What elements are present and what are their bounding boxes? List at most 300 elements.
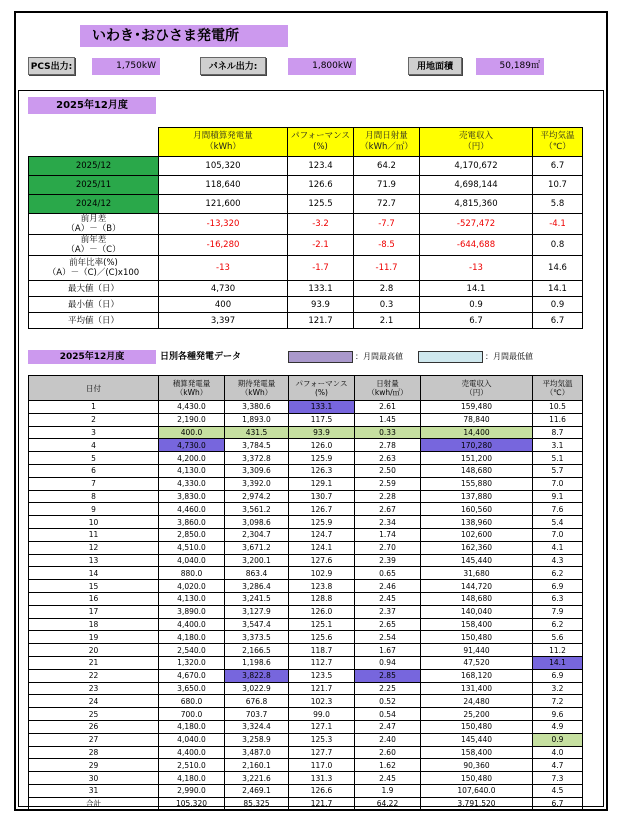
daily-cell: 91,440 — [421, 644, 533, 657]
daily-cell: 145,440 — [421, 733, 533, 746]
daily-cell: 102.3 — [289, 695, 355, 708]
daily-cell: 4.0 — [533, 746, 583, 759]
daily-cell: 1,198.6 — [225, 656, 289, 669]
daily-row — [29, 567, 583, 580]
daily-cell: 2.37 — [355, 605, 421, 618]
daily-cell: 2,469.1 — [225, 784, 289, 797]
daily-total-cell: 合計 — [29, 797, 159, 810]
daily-row — [29, 528, 583, 541]
summary-cell: 0.3 — [354, 297, 420, 313]
daily-cell: 3,372.8 — [225, 452, 289, 465]
daily-date-cell: 28 — [29, 746, 159, 759]
daily-cell: 3,671.2 — [225, 541, 289, 554]
summary-cell: 0.8 — [533, 235, 583, 256]
daily-cell: 2,990.0 — [159, 784, 225, 797]
daily-date-cell: 21 — [29, 656, 159, 669]
summary-cell: 4,815,360 — [420, 195, 533, 214]
summary-cell: 14.1 — [420, 281, 533, 297]
plant-title: いわき･おひさま発電所 — [80, 25, 288, 47]
daily-cell: 6.9 — [533, 580, 583, 593]
daily-cell: 126.6 — [289, 784, 355, 797]
daily-row — [29, 682, 583, 695]
daily-cell: 131.3 — [289, 772, 355, 785]
daily-cell: 9.6 — [533, 708, 583, 721]
daily-cell: 78,840 — [421, 413, 533, 426]
summary-cell: 121.7 — [288, 313, 354, 329]
land-area-value: 50,189㎡ — [476, 58, 544, 75]
daily-cell: 2.39 — [355, 554, 421, 567]
daily-total-cell: 6.7 — [533, 797, 583, 810]
daily-row — [29, 439, 583, 452]
summary-cell: 71.9 — [354, 176, 420, 195]
daily-cell: 3,241.5 — [225, 592, 289, 605]
daily-cell: 5.6 — [533, 631, 583, 644]
daily-cell: 0.65 — [355, 567, 421, 580]
daily-date-cell: 14 — [29, 567, 159, 580]
daily-cell: 158,400 — [421, 618, 533, 631]
daily-cell: 3,200.1 — [225, 554, 289, 567]
daily-row — [29, 490, 583, 503]
daily-cell: 3.2 — [533, 682, 583, 695]
daily-cell: 2.47 — [355, 720, 421, 733]
daily-cell: 168,120 — [421, 669, 533, 682]
summary-cell: 2.1 — [354, 313, 420, 329]
summary-row-label: 前年比率(%) （A）－（C)／(C)x100 — [29, 256, 159, 281]
summary-row — [29, 297, 583, 313]
daily-date-cell: 30 — [29, 772, 159, 785]
legend-min-label: ：月間最低値 — [485, 352, 533, 361]
summary-cell: 4,698,144 — [420, 176, 533, 195]
daily-cell: 127.7 — [289, 746, 355, 759]
daily-row — [29, 708, 583, 721]
daily-cell: 2,540.0 — [159, 644, 225, 657]
daily-row — [29, 605, 583, 618]
daily-cell: 14.1 — [533, 656, 583, 669]
daily-cell: 703.7 — [225, 708, 289, 721]
daily-cell: 4,430.0 — [159, 401, 225, 414]
daily-cell: 125.9 — [289, 516, 355, 529]
daily-date-cell: 24 — [29, 695, 159, 708]
panel-output-value: 1,800kW — [288, 58, 356, 75]
daily-cell: 127.6 — [289, 554, 355, 567]
daily-cell: 4,130.0 — [159, 592, 225, 605]
daily-date-cell: 25 — [29, 708, 159, 721]
summary-cell: -13 — [420, 256, 533, 281]
summary-cell: -16,280 — [159, 235, 288, 256]
daily-cell: 3,830.0 — [159, 490, 225, 503]
daily-cell: 3,380.6 — [225, 401, 289, 414]
daily-cell: 145,440 — [421, 554, 533, 567]
daily-row — [29, 631, 583, 644]
summary-cell: 6.7 — [533, 313, 583, 329]
daily-row — [29, 784, 583, 797]
daily-row — [29, 695, 583, 708]
daily-cell: 0.54 — [355, 708, 421, 721]
daily-date-cell: 20 — [29, 644, 159, 657]
summary-cell: 118,640 — [159, 176, 288, 195]
summary-cell: 3,397 — [159, 313, 288, 329]
daily-date-cell: 10 — [29, 516, 159, 529]
summary-cell: 121,600 — [159, 195, 288, 214]
daily-cell: 2.59 — [355, 477, 421, 490]
daily-total-cell: 121.7 — [289, 797, 355, 810]
daily-cell: 2.65 — [355, 618, 421, 631]
daily-cell: 150,480 — [421, 720, 533, 733]
daily-cell: 126.3 — [289, 464, 355, 477]
daily-total-cell: 105,320 — [159, 797, 225, 810]
daily-date-cell: 5 — [29, 452, 159, 465]
daily-header-cell: パフォーマンス (%) — [289, 376, 355, 401]
daily-cell: 102.9 — [289, 567, 355, 580]
summary-cell: -3.2 — [288, 214, 354, 235]
summary-cell: -2.1 — [288, 235, 354, 256]
daily-cell: 2,190.0 — [159, 413, 225, 426]
daily-cell: 3,487.0 — [225, 746, 289, 759]
daily-cell: 4,510.0 — [159, 541, 225, 554]
daily-cell: 130.7 — [289, 490, 355, 503]
daily-row — [29, 477, 583, 490]
daily-row — [29, 554, 583, 567]
daily-cell: 2,166.5 — [225, 644, 289, 657]
daily-date-cell: 26 — [29, 720, 159, 733]
daily-cell: 129.1 — [289, 477, 355, 490]
daily-cell: 0.94 — [355, 656, 421, 669]
summary-cell: 14.1 — [533, 281, 583, 297]
daily-cell: 7.0 — [533, 477, 583, 490]
daily-cell: 1.62 — [355, 759, 421, 772]
daily-cell: 2.78 — [355, 439, 421, 452]
daily-cell: 3,309.6 — [225, 464, 289, 477]
daily-cell: 131,400 — [421, 682, 533, 695]
daily-cell: 124.1 — [289, 541, 355, 554]
daily-cell: 1,893.0 — [225, 413, 289, 426]
summary-cell: 72.7 — [354, 195, 420, 214]
daily-cell: 125.3 — [289, 733, 355, 746]
daily-cell: 8.7 — [533, 426, 583, 439]
daily-row — [29, 746, 583, 759]
daily-cell: 9.1 — [533, 490, 583, 503]
daily-cell: 1.9 — [355, 784, 421, 797]
daily-date-cell: 16 — [29, 592, 159, 605]
daily-cell: 3,286.4 — [225, 580, 289, 593]
legend-min-swatch — [418, 351, 483, 363]
summary-cell: 0.9 — [420, 297, 533, 313]
summary-cell: -7.7 — [354, 214, 420, 235]
daily-cell: 3,373.5 — [225, 631, 289, 644]
daily-cell: 128.8 — [289, 592, 355, 605]
daily-cell: 4,040.0 — [159, 554, 225, 567]
daily-cell: 7.0 — [533, 528, 583, 541]
summary-cell: 14.6 — [533, 256, 583, 281]
daily-cell: 170,280 — [421, 439, 533, 452]
daily-row — [29, 452, 583, 465]
daily-cell: 2.40 — [355, 733, 421, 746]
daily-cell: 2,160.1 — [225, 759, 289, 772]
daily-date-cell: 18 — [29, 618, 159, 631]
daily-row — [29, 656, 583, 669]
daily-cell: 2.60 — [355, 746, 421, 759]
summary-cell: -13 — [159, 256, 288, 281]
daily-cell: 117.0 — [289, 759, 355, 772]
daily-cell: 102,600 — [421, 528, 533, 541]
summary-row — [29, 235, 583, 256]
daily-cell: 126.0 — [289, 439, 355, 452]
daily-cell: 121.7 — [289, 682, 355, 695]
daily-cell: 90,360 — [421, 759, 533, 772]
daily-cell: 1.67 — [355, 644, 421, 657]
daily-cell: 11.2 — [533, 644, 583, 657]
summary-row-label: 最小値（日） — [29, 297, 159, 313]
daily-cell: 123.8 — [289, 580, 355, 593]
daily-cell: 4,200.0 — [159, 452, 225, 465]
daily-cell: 3,650.0 — [159, 682, 225, 695]
daily-cell: 2.45 — [355, 772, 421, 785]
daily-cell: 680.0 — [159, 695, 225, 708]
monthly-summary-table — [28, 127, 583, 329]
daily-cell: 3,324.4 — [225, 720, 289, 733]
daily-cell: 125.9 — [289, 452, 355, 465]
daily-cell: 126.0 — [289, 605, 355, 618]
daily-cell: 400.0 — [159, 426, 225, 439]
daily-cell: 2.54 — [355, 631, 421, 644]
daily-cell: 14,400 — [421, 426, 533, 439]
daily-cell: 133.1 — [289, 401, 355, 414]
summary-cell: 4,170,672 — [420, 157, 533, 176]
summary-cell: -13,320 — [159, 214, 288, 235]
daily-date-cell: 15 — [29, 580, 159, 593]
daily-total-cell: 64.22 — [355, 797, 421, 810]
summary-row — [29, 157, 583, 176]
daily-cell: 3,784.5 — [225, 439, 289, 452]
daily-date-cell: 29 — [29, 759, 159, 772]
summary-header-row — [29, 128, 583, 157]
daily-cell: 700.0 — [159, 708, 225, 721]
daily-date-cell: 3 — [29, 426, 159, 439]
daily-date-cell: 1 — [29, 401, 159, 414]
daily-date-cell: 7 — [29, 477, 159, 490]
daily-cell: 159,480 — [421, 401, 533, 414]
summary-cell: 6.7 — [420, 313, 533, 329]
summary-header-cell: 月間日射量 （kWh／㎡） — [354, 128, 420, 157]
summary-row-label: 2025/11 — [29, 176, 159, 195]
daily-cell: 5.4 — [533, 516, 583, 529]
daily-cell: 2.61 — [355, 401, 421, 414]
daily-row — [29, 401, 583, 414]
summary-cell: 93.9 — [288, 297, 354, 313]
daily-date-cell: 31 — [29, 784, 159, 797]
summary-cell: -527,472 — [420, 214, 533, 235]
daily-cell: 4,460.0 — [159, 503, 225, 516]
summary-cell: -644,688 — [420, 235, 533, 256]
summary-header-cell: 平均気温 （℃） — [533, 128, 583, 157]
daily-cell: 125.1 — [289, 618, 355, 631]
summary-header-cell: 売電収入 （円） — [420, 128, 533, 157]
daily-header-cell: 平均気温 （℃） — [533, 376, 583, 401]
daily-date-cell: 13 — [29, 554, 159, 567]
daily-cell: 2.70 — [355, 541, 421, 554]
daily-cell: 2.28 — [355, 490, 421, 503]
daily-cell: 3,098.6 — [225, 516, 289, 529]
daily-cell: 148,680 — [421, 464, 533, 477]
daily-cell: 31,680 — [421, 567, 533, 580]
daily-cell: 4,400.0 — [159, 618, 225, 631]
summary-cell: -8.5 — [354, 235, 420, 256]
daily-cell: 4,020.0 — [159, 580, 225, 593]
daily-row — [29, 720, 583, 733]
daily-cell: 25,200 — [421, 708, 533, 721]
daily-row — [29, 733, 583, 746]
daily-cell: 6.2 — [533, 567, 583, 580]
daily-cell: 2.63 — [355, 452, 421, 465]
daily-cell: 3,022.9 — [225, 682, 289, 695]
summary-row-label: 最大値（日） — [29, 281, 159, 297]
daily-date-cell: 19 — [29, 631, 159, 644]
daily-month-label: 2025年12月度 — [28, 350, 156, 364]
daily-date-cell: 2 — [29, 413, 159, 426]
daily-cell: 0.52 — [355, 695, 421, 708]
daily-row — [29, 503, 583, 516]
summary-row-label: 前年差 （A）－（C） — [29, 235, 159, 256]
summary-cell: 125.5 — [288, 195, 354, 214]
summary-row — [29, 176, 583, 195]
daily-cell: 1.74 — [355, 528, 421, 541]
summary-cell: -4.1 — [533, 214, 583, 235]
daily-cell: 99.0 — [289, 708, 355, 721]
summary-row — [29, 281, 583, 297]
summary-cell: 6.7 — [533, 157, 583, 176]
summary-cell: 400 — [159, 297, 288, 313]
daily-cell: 3,822.8 — [225, 669, 289, 682]
daily-cell: 162,360 — [421, 541, 533, 554]
daily-cell: 3,221.6 — [225, 772, 289, 785]
summary-row — [29, 214, 583, 235]
daily-cell: 1.45 — [355, 413, 421, 426]
daily-cell: 117.5 — [289, 413, 355, 426]
daily-cell: 3,860.0 — [159, 516, 225, 529]
summary-row-label: 2025/12 — [29, 157, 159, 176]
daily-cell: 151,200 — [421, 452, 533, 465]
daily-cell: 24,480 — [421, 695, 533, 708]
daily-section-title: 日別各種発電データ — [160, 352, 242, 362]
daily-header-cell: 日射量 （kwh/㎡） — [355, 376, 421, 401]
daily-cell: 4.1 — [533, 541, 583, 554]
daily-cell: 4,180.0 — [159, 772, 225, 785]
daily-date-cell: 8 — [29, 490, 159, 503]
daily-cell: 1,320.0 — [159, 656, 225, 669]
daily-cell: 6.9 — [533, 669, 583, 682]
daily-header-cell: 積算発電量 （kWh） — [159, 376, 225, 401]
daily-total-cell: 3,791,520 — [421, 797, 533, 810]
daily-cell: 3,127.9 — [225, 605, 289, 618]
land-area-label: 用地面積 — [408, 57, 462, 75]
summary-cell: -1.7 — [288, 256, 354, 281]
daily-cell: 10.5 — [533, 401, 583, 414]
daily-cell: 3,547.4 — [225, 618, 289, 631]
daily-cell: 93.9 — [289, 426, 355, 439]
daily-cell: 137,880 — [421, 490, 533, 503]
summary-row-label: 平均値（日） — [29, 313, 159, 329]
daily-cell: 7.6 — [533, 503, 583, 516]
summary-cell: 10.7 — [533, 176, 583, 195]
daily-cell: 138,960 — [421, 516, 533, 529]
daily-cell: 2.34 — [355, 516, 421, 529]
daily-cell: 144,720 — [421, 580, 533, 593]
daily-date-cell: 23 — [29, 682, 159, 695]
daily-cell: 7.2 — [533, 695, 583, 708]
daily-cell: 158,400 — [421, 746, 533, 759]
daily-cell: 11.6 — [533, 413, 583, 426]
daily-date-cell: 11 — [29, 528, 159, 541]
daily-row — [29, 516, 583, 529]
daily-cell: 47,520 — [421, 656, 533, 669]
daily-date-cell: 22 — [29, 669, 159, 682]
daily-total-row — [29, 797, 583, 810]
daily-row — [29, 669, 583, 682]
summary-cell: 0.9 — [533, 297, 583, 313]
daily-cell: 155,880 — [421, 477, 533, 490]
summary-cell: 126.6 — [288, 176, 354, 195]
daily-cell: 4.7 — [533, 759, 583, 772]
daily-row — [29, 541, 583, 554]
daily-cell: 863.4 — [225, 567, 289, 580]
daily-cell: 2.45 — [355, 592, 421, 605]
daily-cell: 2,304.7 — [225, 528, 289, 541]
daily-cell: 123.5 — [289, 669, 355, 682]
daily-cell: 4.5 — [533, 784, 583, 797]
daily-cell: 124.7 — [289, 528, 355, 541]
daily-cell: 3,561.2 — [225, 503, 289, 516]
daily-cell: 4,730.0 — [159, 439, 225, 452]
summary-row — [29, 313, 583, 329]
daily-cell: 125.6 — [289, 631, 355, 644]
daily-date-cell: 4 — [29, 439, 159, 452]
summary-cell: 2.8 — [354, 281, 420, 297]
summary-row-label: 2024/12 — [29, 195, 159, 214]
daily-cell: 3.1 — [533, 439, 583, 452]
daily-cell: 2.46 — [355, 580, 421, 593]
daily-row — [29, 580, 583, 593]
daily-cell: 2,974.2 — [225, 490, 289, 503]
panel-output-label: パネル出力: — [200, 57, 266, 75]
summary-row — [29, 256, 583, 281]
daily-total-cell: 85,325 — [225, 797, 289, 810]
daily-date-cell: 12 — [29, 541, 159, 554]
pcs-output-value: 1,750kW — [92, 58, 160, 75]
daily-cell: 2.50 — [355, 464, 421, 477]
daily-header-row — [29, 376, 583, 401]
daily-cell: 140,040 — [421, 605, 533, 618]
daily-cell: 6.2 — [533, 618, 583, 631]
summary-row — [29, 195, 583, 214]
daily-cell: 4,040.0 — [159, 733, 225, 746]
legend-max-label: ：月間最高値 — [355, 352, 403, 361]
daily-cell: 127.1 — [289, 720, 355, 733]
daily-row — [29, 413, 583, 426]
daily-cell: 107,640.0 — [421, 784, 533, 797]
daily-cell: 6.3 — [533, 592, 583, 605]
daily-cell: 7.3 — [533, 772, 583, 785]
daily-cell: 4,330.0 — [159, 477, 225, 490]
summary-cell: -11.7 — [354, 256, 420, 281]
daily-row — [29, 759, 583, 772]
summary-cell: 123.4 — [288, 157, 354, 176]
daily-cell: 4,180.0 — [159, 631, 225, 644]
daily-cell: 3,258.9 — [225, 733, 289, 746]
daily-cell: 126.7 — [289, 503, 355, 516]
daily-cell: 0.33 — [355, 426, 421, 439]
summary-row-label: 前月差 （A）－（B） — [29, 214, 159, 235]
daily-cell: 4,670.0 — [159, 669, 225, 682]
